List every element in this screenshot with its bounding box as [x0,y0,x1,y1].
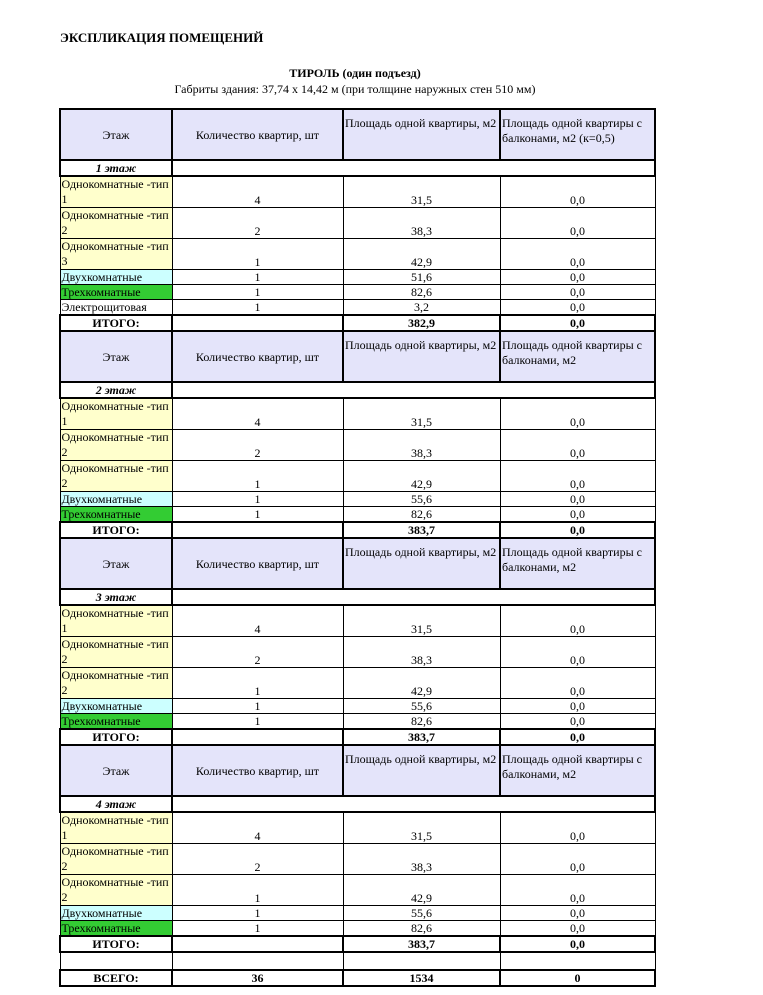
room-count: 2 [172,430,343,461]
room-balcony-area: 0,0 [500,270,655,285]
room-type: Однокомнатные -тип 2 [60,208,172,239]
table-row [60,812,655,844]
room-area: 42,9 [343,461,500,492]
room-balcony-area: 0,0 [500,492,655,507]
table-row [60,699,655,714]
room-count: 1 [172,668,343,699]
room-area: 31,5 [343,812,500,844]
floor-row [60,160,655,176]
table-row [60,461,655,492]
total-balcony-area: 0,0 [500,315,655,331]
room-area: 31,5 [343,605,500,637]
page-title: ЭКСПЛИКАЦИЯ ПОМЕЩЕНИЙ [60,30,264,45]
table-row [60,844,655,875]
grand-total-label: ВСЕГО: [60,970,172,986]
room-area: 55,6 [343,699,500,714]
room-area: 38,3 [343,844,500,875]
total-area: 383,7 [343,729,500,745]
room-type: Однокомнатные -тип 2 [60,461,172,492]
room-balcony-area: 0,0 [500,605,655,637]
table-header-row [60,331,655,382]
room-balcony-area: 0,0 [500,714,655,730]
room-type: Однокомнатные -тип 2 [60,668,172,699]
room-count: 1 [172,270,343,285]
room-balcony-area: 0,0 [500,208,655,239]
room-count: 2 [172,637,343,668]
room-balcony-area: 0,0 [500,176,655,208]
spacer-row [60,952,655,970]
total-area: 383,7 [343,522,500,538]
table-header-row [60,538,655,589]
room-balcony-area: 0,0 [500,239,655,270]
table-row [60,208,655,239]
floor-label: 2 этаж [60,382,172,398]
floor-label: 3 этаж [60,589,172,605]
total-count [172,729,343,745]
room-count: 1 [172,239,343,270]
room-area: 3,2 [343,300,500,316]
room-count: 4 [172,812,343,844]
room-balcony-area: 0,0 [500,875,655,906]
room-count: 1 [172,507,343,523]
floor-row [60,589,655,605]
floor-row-empty [172,589,655,605]
room-count: 1 [172,699,343,714]
grand-total-area: 1534 [343,970,500,986]
floor-label: 1 этаж [60,160,172,176]
total-label: ИТОГО: [60,936,172,952]
room-area: 38,3 [343,208,500,239]
room-count: 1 [172,492,343,507]
rooms-table [59,108,656,987]
room-balcony-area: 0,0 [500,285,655,300]
table-row [60,507,655,523]
room-area: 55,6 [343,906,500,921]
room-type: Однокомнатные -тип 2 [60,430,172,461]
total-area: 383,7 [343,936,500,952]
floor-row [60,382,655,398]
header-floor: Этаж [60,745,172,796]
grand-total-balcony-area: 0 [500,970,655,986]
room-count: 4 [172,605,343,637]
room-count: 4 [172,398,343,430]
room-balcony-area: 0,0 [500,398,655,430]
floor-row-empty [172,796,655,812]
building-dimensions: Габриты здания: 37,74 х 14,42 м (при толщине наружных стен 510 мм) [174,82,536,96]
floor-row-empty [172,160,655,176]
building-name: ТИРОЛЬ (один подъезд) [289,66,421,80]
floor-row-empty [172,382,655,398]
room-balcony-area: 0,0 [500,699,655,714]
table-row [60,921,655,937]
room-balcony-area: 0,0 [500,507,655,523]
room-type: Двухкомнатные [60,270,172,285]
room-type: Однокомнатные -тип 1 [60,812,172,844]
table-row [60,430,655,461]
room-area: 31,5 [343,398,500,430]
room-area: 82,6 [343,285,500,300]
header-count: Количество квартир, шт [172,538,343,589]
header-area: Площадь одной квартиры, м2 [343,745,500,796]
room-count: 1 [172,714,343,730]
room-balcony-area: 0,0 [500,668,655,699]
room-balcony-area: 0,0 [500,637,655,668]
spacer-cell [500,952,655,970]
header-balcony-area: Площадь одной квартиры с балконами, м2 [500,538,655,589]
room-area: 42,9 [343,875,500,906]
room-type: Электрощитовая [60,300,172,316]
table-header-row [60,745,655,796]
room-type: Однокомнатные -тип 2 [60,844,172,875]
table-row [60,637,655,668]
table-row [60,668,655,699]
room-count: 2 [172,844,343,875]
floor-total-row [60,729,655,745]
room-type: Трехкомнатные [60,714,172,730]
spacer-cell [343,952,500,970]
spacer-cell [172,952,343,970]
header-count: Количество квартир, шт [172,331,343,382]
table-header-row [60,109,655,160]
room-area: 55,6 [343,492,500,507]
table-row [60,906,655,921]
room-area: 31,5 [343,176,500,208]
room-area: 82,6 [343,921,500,937]
room-balcony-area: 0,0 [500,430,655,461]
room-count: 1 [172,875,343,906]
floor-total-row [60,315,655,331]
header-balcony-area: Площадь одной квартиры с балконами, м2 [500,745,655,796]
room-type: Однокомнатные -тип 1 [60,398,172,430]
table-row [60,270,655,285]
room-balcony-area: 0,0 [500,812,655,844]
header-balcony-area: Площадь одной квартиры с балконами, м2 (к=0,5) [500,109,655,160]
room-type: Однокомнатные -тип 2 [60,875,172,906]
table-row [60,714,655,730]
total-label: ИТОГО: [60,315,172,331]
total-balcony-area: 0,0 [500,936,655,952]
room-type: Трехкомнатные [60,285,172,300]
room-count: 1 [172,906,343,921]
room-area: 38,3 [343,637,500,668]
header-area: Площадь одной квартиры, м2 [343,109,500,160]
total-label: ИТОГО: [60,522,172,538]
room-count: 2 [172,208,343,239]
room-balcony-area: 0,0 [500,921,655,937]
room-balcony-area: 0,0 [500,906,655,921]
header-count: Количество квартир, шт [172,745,343,796]
room-count: 1 [172,285,343,300]
grand-total-count: 36 [172,970,343,986]
room-balcony-area: 0,0 [500,461,655,492]
total-area: 382,9 [343,315,500,331]
room-type: Трехкомнатные [60,921,172,937]
spacer-cell [60,952,172,970]
rooms-table-body [60,109,655,986]
room-type: Двухкомнатные [60,492,172,507]
room-area: 42,9 [343,668,500,699]
floor-label: 4 этаж [60,796,172,812]
room-type: Однокомнатные -тип 3 [60,239,172,270]
room-area: 38,3 [343,430,500,461]
room-area: 51,6 [343,270,500,285]
table-row [60,176,655,208]
room-count: 1 [172,921,343,937]
room-balcony-area: 0,0 [500,300,655,316]
table-row [60,605,655,637]
table-row [60,300,655,316]
header-count: Количество квартир, шт [172,109,343,160]
room-type: Трехкомнатные [60,507,172,523]
table-row [60,875,655,906]
header-floor: Этаж [60,538,172,589]
room-count: 1 [172,461,343,492]
room-type: Однокомнатные -тип 2 [60,637,172,668]
room-count: 1 [172,300,343,316]
header-area: Площадь одной квартиры, м2 [343,538,500,589]
header-floor: Этаж [60,331,172,382]
header-balcony-area: Площадь одной квартиры с балконами, м2 [500,331,655,382]
room-balcony-area: 0,0 [500,844,655,875]
total-balcony-area: 0,0 [500,522,655,538]
total-label: ИТОГО: [60,729,172,745]
total-balcony-area: 0,0 [500,729,655,745]
grand-total-row [60,970,655,986]
room-type: Однокомнатные -тип 1 [60,605,172,637]
table-row [60,285,655,300]
room-area: 82,6 [343,507,500,523]
room-count: 4 [172,176,343,208]
total-count [172,522,343,538]
room-type: Двухкомнатные [60,906,172,921]
room-area: 82,6 [343,714,500,730]
total-count [172,936,343,952]
room-type: Однокомнатные -тип 1 [60,176,172,208]
header-floor: Этаж [60,109,172,160]
room-area: 42,9 [343,239,500,270]
room-type: Двухкомнатные [60,699,172,714]
floor-total-row [60,522,655,538]
table-row [60,492,655,507]
floor-total-row [60,936,655,952]
table-row [60,398,655,430]
total-count [172,315,343,331]
header-area: Площадь одной квартиры, м2 [343,331,500,382]
table-row [60,239,655,270]
floor-row [60,796,655,812]
